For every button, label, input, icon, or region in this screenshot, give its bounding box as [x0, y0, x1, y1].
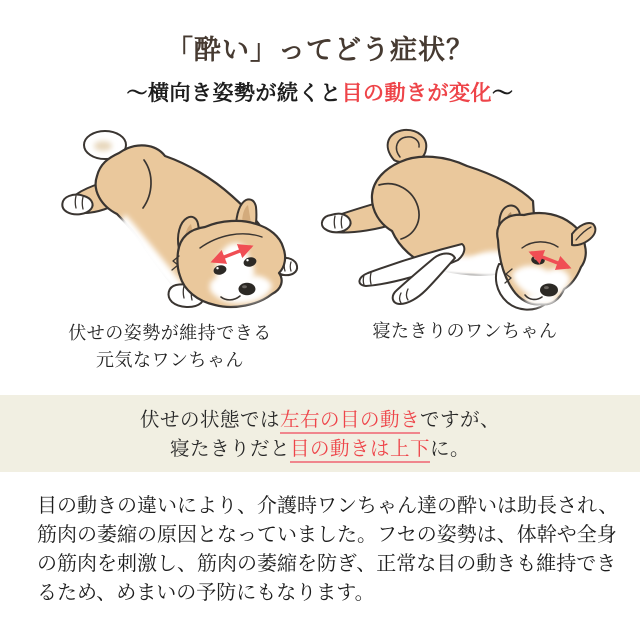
subtitle-suffix: ～ [492, 82, 514, 105]
caption-healthy-dog-line1: 伏せの姿勢が維持できる [68, 323, 272, 343]
summary-line2-highlight: 目の動きは上下 [290, 438, 430, 463]
hind-paw [62, 195, 92, 215]
shiba-side-illustration [300, 128, 620, 320]
subtitle-highlight: 目の動きが変化 [341, 82, 492, 105]
caption-bedridden-dog: 寝たきりのワンちゃん [372, 321, 558, 341]
summary-line1-highlight: 左右の目の動き [280, 409, 420, 434]
explanation-paragraph: 目の動きの違いにより、介護時ワンちゃん達の酔いは助長され、筋肉の萎縮の原因となっていました。フセの姿勢は、体幹や全身の筋肉を刺激し、筋肉の萎縮を防ぎ、正常な目の動きも維持できるため、めまいの予防にもなります。 [37, 495, 619, 604]
summary-line2: 寝たきりだと目の動きは上下に。 [0, 435, 640, 464]
nose [540, 284, 558, 297]
summary-box [0, 395, 640, 472]
hind-paw [322, 214, 351, 233]
infographic-title: 「酔い」ってどう症状？ [166, 35, 474, 65]
subtitle [0, 77, 640, 107]
shiba-down-illustration [40, 115, 300, 315]
nose [239, 283, 256, 295]
subtitle-prefix: ～横向き姿勢が続くと [126, 82, 342, 105]
caption-healthy-dog-line2: 元気なワンちゃん [96, 350, 244, 370]
summary-line1: 伏せの状態では左右の目の動きですが、 [0, 406, 640, 435]
caption-healthy-dog [30, 320, 310, 374]
